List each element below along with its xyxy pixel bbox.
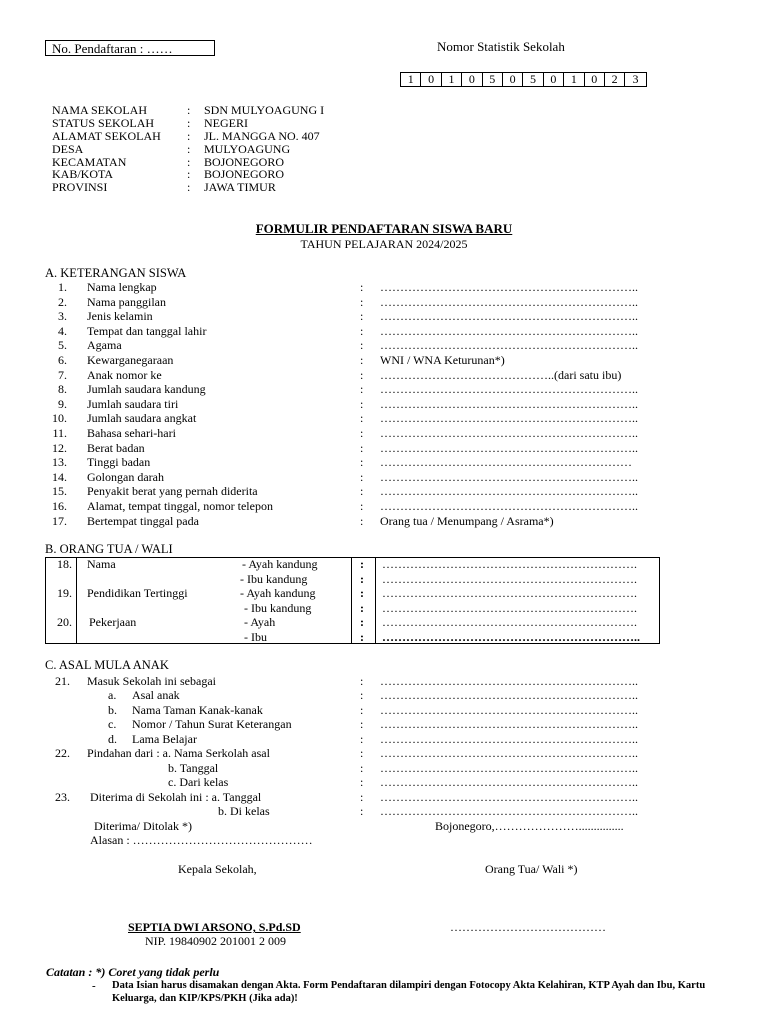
item-label: Jumlah saudara angkat xyxy=(87,411,197,426)
row-colon: : xyxy=(360,557,364,571)
row-label: Pendidikan Tertinggi xyxy=(87,586,188,600)
item-value-field[interactable]: ……………………………………………………….. xyxy=(380,790,638,804)
item-sub-letter: d. xyxy=(108,732,117,746)
row-value-field[interactable]: ………………………………………………………. xyxy=(382,571,637,586)
item-label: Bahasa sehari-hari xyxy=(87,426,176,440)
item-colon: : xyxy=(360,804,364,818)
item-colon: : xyxy=(360,499,364,513)
item-label: b. Di kelas xyxy=(218,804,270,818)
item-colon: : xyxy=(360,775,364,789)
item-value-field[interactable]: ……………………………………………………….. xyxy=(380,688,638,702)
row-sublabel: - Ibu kandung xyxy=(244,600,312,615)
item-number: 7. xyxy=(58,367,67,382)
table-divider xyxy=(351,557,352,644)
row-number: 19. xyxy=(57,586,72,600)
place-date-field[interactable]: Bojonegoro,…………………............... xyxy=(435,819,624,833)
info-key: DESA xyxy=(52,141,84,156)
info-key: PROVINSI xyxy=(52,180,108,195)
row-colon: : xyxy=(360,586,364,600)
nss-digit-box: 3 xyxy=(632,72,639,86)
info-value: JL. MANGGA NO. 407 xyxy=(204,128,320,143)
item-number: 1. xyxy=(58,280,67,294)
info-value: BOJONEGORO xyxy=(204,167,285,182)
item-number: 4. xyxy=(58,323,67,338)
item-label: Jumlah saudara tiri xyxy=(87,396,179,411)
item-value-field[interactable]: ……………………………………………………….. xyxy=(380,484,638,499)
row-value-field[interactable]: ………………………………………………………. xyxy=(382,557,637,571)
info-colon: : xyxy=(187,128,191,143)
info-value: BOJONEGORO xyxy=(204,154,285,169)
item-colon: : xyxy=(360,732,364,746)
info-colon: : xyxy=(187,180,191,195)
item-colon: : xyxy=(360,703,364,717)
item-label: Masuk Sekolah ini sebagai xyxy=(87,674,216,688)
table-divider xyxy=(375,557,376,644)
nss-digit-box: 0 xyxy=(421,73,441,86)
nss-digit-box: 0 xyxy=(462,73,482,86)
item-colon: : xyxy=(360,455,364,470)
item-label: Kewarganegaraan xyxy=(87,353,174,367)
item-sub-letter: a. xyxy=(108,688,117,702)
nss-digit-box: 5 xyxy=(483,73,503,86)
item-label: Nama Taman Kanak-kanak xyxy=(132,703,263,717)
item-number: 22. xyxy=(55,746,70,760)
item-number: 13. xyxy=(52,455,67,470)
item-value-field[interactable]: ……………………………………………………….. xyxy=(380,382,638,397)
row-value-field[interactable]: ……………………………………………………….. xyxy=(382,629,640,644)
item-number: 5. xyxy=(58,338,67,353)
item-value-field[interactable]: ……………………………………………………….. xyxy=(380,703,638,717)
info-key: KAB/KOTA xyxy=(52,167,114,182)
item-colon: : xyxy=(360,309,364,324)
item-colon: : xyxy=(360,440,364,455)
item-value-field[interactable]: ……………………………………………………….. xyxy=(380,775,638,789)
item-colon: : xyxy=(360,426,364,440)
item-number: 8. xyxy=(58,382,67,397)
item-value-field[interactable]: ……………………………………………………….. xyxy=(380,280,638,294)
row-sublabel: - Ibu kandung xyxy=(240,571,308,586)
item-value-field[interactable]: ……………………………………………………….. xyxy=(380,396,638,411)
item-label: Nama panggilan xyxy=(87,294,166,309)
info-key: KECAMATAN xyxy=(52,154,127,169)
info-colon: : xyxy=(187,167,191,182)
item-label: Alamat, tempat tinggal, nomor telepon xyxy=(87,499,273,513)
item-colon: : xyxy=(360,367,364,382)
principal-nip: NIP. 19840902 201001 2 009 xyxy=(145,934,287,948)
item-label: Asal anak xyxy=(132,688,180,702)
info-value: MULYOAGUNG xyxy=(204,141,291,156)
principal-name: SEPTIA DWI ARSONO, S.Pd.SD xyxy=(128,920,301,934)
item-label: Golongan darah xyxy=(87,469,164,484)
item-value-field[interactable]: ……………………………………………………….. xyxy=(380,411,638,426)
nss-digit-box: 0 xyxy=(585,73,605,86)
item-colon: : xyxy=(360,323,364,338)
row-sublabel: - Ayah xyxy=(244,615,276,629)
section-b-title: B. ORANG TUA / WALI xyxy=(45,542,173,556)
parent-signature-line[interactable]: ………………………………… xyxy=(450,920,606,934)
item-label: Diterima di Sekolah ini : a. Tanggal xyxy=(90,790,262,804)
item-label: Berat badan xyxy=(87,440,145,455)
item-number: 14. xyxy=(52,469,67,484)
table-divider xyxy=(76,557,77,644)
item-colon: : xyxy=(360,382,364,397)
row-colon: : xyxy=(360,629,364,644)
item-colon: : xyxy=(360,688,364,702)
item-label: Tinggi badan xyxy=(87,455,151,470)
item-value-field[interactable]: ……………………………………………………….. xyxy=(380,746,638,760)
item-value-field[interactable]: Orang tua / Menumpang / Asrama*) xyxy=(380,513,554,528)
row-number: 20. xyxy=(57,615,72,629)
row-value-field[interactable]: ………………………………………………………. xyxy=(382,615,637,629)
item-value-field[interactable]: ……………………………………………………….. xyxy=(380,338,638,353)
row-number: 18. xyxy=(57,557,72,571)
nss-digit-box: 1 xyxy=(442,73,462,86)
item-value-field[interactable]: ……………………………………………………….. xyxy=(380,732,638,746)
info-key: STATUS SEKOLAH xyxy=(52,115,155,130)
item-value-field[interactable]: ……………………………………………………….. xyxy=(380,426,638,440)
nss-digit-box: 1 xyxy=(564,73,584,86)
item-value-field[interactable]: WNI / WNA Keturunan*) xyxy=(380,353,505,367)
item-value-field[interactable]: ……………………………………………………….. xyxy=(380,761,638,775)
item-number: 2. xyxy=(58,294,67,309)
item-colon: : xyxy=(360,294,364,309)
item-number: 10. xyxy=(52,411,67,426)
item-label: Nomor / Tahun Surat Keterangan xyxy=(132,717,292,731)
item-colon: : xyxy=(360,717,364,731)
item-colon: : xyxy=(360,513,364,528)
item-value-field[interactable]: ……………………………………………………….. xyxy=(380,469,638,484)
item-colon: : xyxy=(360,746,364,760)
section-c-title: C. ASAL MULA ANAK xyxy=(45,658,169,672)
form-subtitle: TAHUN PELAJARAN 2024/2025 xyxy=(300,237,468,251)
item-colon: : xyxy=(360,674,364,688)
item-number: 15. xyxy=(52,484,67,499)
item-number: 23. xyxy=(55,790,70,804)
info-key: ALAMAT SEKOLAH xyxy=(52,128,161,143)
item-number: 17. xyxy=(52,513,67,528)
nss-digit-boxes xyxy=(400,72,647,87)
row-colon: : xyxy=(360,615,364,629)
item-value-field[interactable]: ……………………………………………………….. xyxy=(380,294,638,309)
item-label: Jumlah saudara kandung xyxy=(87,382,206,397)
accept-reject-label: Diterima/ Ditolak *) xyxy=(94,819,192,833)
parent-label: Orang Tua/ Wali *) xyxy=(485,862,578,876)
nss-digit-box: 0 xyxy=(503,73,523,86)
item-number: 11. xyxy=(52,426,67,440)
item-number: 3. xyxy=(58,309,67,324)
item-colon: : xyxy=(360,469,364,484)
item-colon: : xyxy=(360,761,364,775)
item-number: 12. xyxy=(52,440,67,455)
item-value-field[interactable]: ……………………………………………………….. xyxy=(380,499,638,513)
item-number: 21. xyxy=(55,674,70,688)
row-value-field[interactable]: ………………………………………………………. xyxy=(382,586,637,600)
info-key: NAMA SEKOLAH xyxy=(52,103,148,117)
item-sub-letter: b. xyxy=(108,703,117,717)
row-sublabel: - Ibu xyxy=(244,629,267,644)
nss-digit-box: 0 xyxy=(544,73,564,86)
item-colon: : xyxy=(360,790,364,804)
item-value-field[interactable]: ……………………………………..(dari satu ibu) xyxy=(380,367,622,382)
info-colon: : xyxy=(187,141,191,156)
item-number: 9. xyxy=(58,396,67,411)
item-value-field[interactable]: ……………………………………………………… xyxy=(380,455,632,470)
nss-digit-box: 1 xyxy=(401,73,421,86)
note-title: Catatan : *) Coret yang tidak perlu xyxy=(46,965,220,979)
info-colon: : xyxy=(187,103,191,117)
section-a-title: A. KETERANGAN SISWA xyxy=(45,266,187,280)
note-bullet: - xyxy=(92,980,96,992)
info-value: JAWA TIMUR xyxy=(204,180,276,195)
item-colon: : xyxy=(360,280,364,294)
row-sublabel: - Ayah kandung xyxy=(240,586,316,600)
row-label: Nama xyxy=(87,557,116,571)
row-value-field[interactable]: ………………………………………………………. xyxy=(382,600,637,615)
item-label: Jenis kelamin xyxy=(87,309,153,324)
form-title: FORMULIR PENDAFTARAN SISWA BARU xyxy=(255,221,513,236)
item-number: 6. xyxy=(58,353,67,367)
item-label: Lama Belajar xyxy=(132,732,197,746)
row-sublabel: - Ayah kandung xyxy=(242,557,318,571)
item-value-field[interactable]: ……………………………………………………….. xyxy=(380,804,638,818)
item-label: Anak nomor ke xyxy=(87,367,162,382)
nss-digit-box: 2 xyxy=(605,73,625,86)
item-label: Tempat dan tanggal lahir xyxy=(87,323,207,338)
info-colon: : xyxy=(187,154,191,169)
row-colon: : xyxy=(360,600,364,615)
info-colon: : xyxy=(187,115,191,130)
item-label: Bertempat tinggal pada xyxy=(87,513,199,528)
item-value-field[interactable]: ……………………………………………………….. xyxy=(380,440,638,455)
item-sub-letter: c. xyxy=(108,717,117,731)
principal-label: Kepala Sekolah, xyxy=(178,862,257,876)
reason-field[interactable]: Alasan : ……………………………………… xyxy=(90,833,313,847)
info-value: NEGERI xyxy=(204,115,248,130)
item-colon: : xyxy=(360,353,364,367)
item-number: 16. xyxy=(52,499,67,513)
item-label: Penyakit berat yang pernah diderita xyxy=(87,484,258,499)
nss-digit-box: 5 xyxy=(523,73,543,86)
item-label: b. Tanggal xyxy=(168,761,219,775)
item-colon: : xyxy=(360,338,364,353)
item-value-field[interactable]: ……………………………………………………….. xyxy=(380,717,638,731)
info-value: SDN MULYOAGUNG I xyxy=(204,103,325,117)
row-colon: : xyxy=(360,571,364,586)
row-label: Pekerjaan xyxy=(89,615,137,629)
nss-title: Nomor Statistik Sekolah xyxy=(437,39,565,54)
item-value-field[interactable]: ……………………………………………………….. xyxy=(380,323,638,338)
item-colon: : xyxy=(360,396,364,411)
item-value-field[interactable]: ……………………………………………………….. xyxy=(380,674,638,688)
item-label: Nama lengkap xyxy=(87,280,157,294)
item-value-field[interactable]: ……………………………………………………….. xyxy=(380,309,638,324)
item-label: c. Dari kelas xyxy=(168,775,229,789)
item-label: Agama xyxy=(87,338,122,353)
item-colon: : xyxy=(360,484,364,499)
registration-number-box[interactable]: No. Pendaftaran : …… xyxy=(45,40,215,56)
item-label: Pindahan dari : a. Nama Serkolah asal xyxy=(87,746,270,760)
item-colon: : xyxy=(360,411,364,426)
note-text: Data Isian harus disamakan dengan Akta. Form Pendaftaran dilampiri dengan Fotocopy Akta Kelahiran, KTP Ayah dan Ibu, Kartu Keluarga, dan KIP/KPS/PKH (Jika ada)! xyxy=(112,980,706,1004)
